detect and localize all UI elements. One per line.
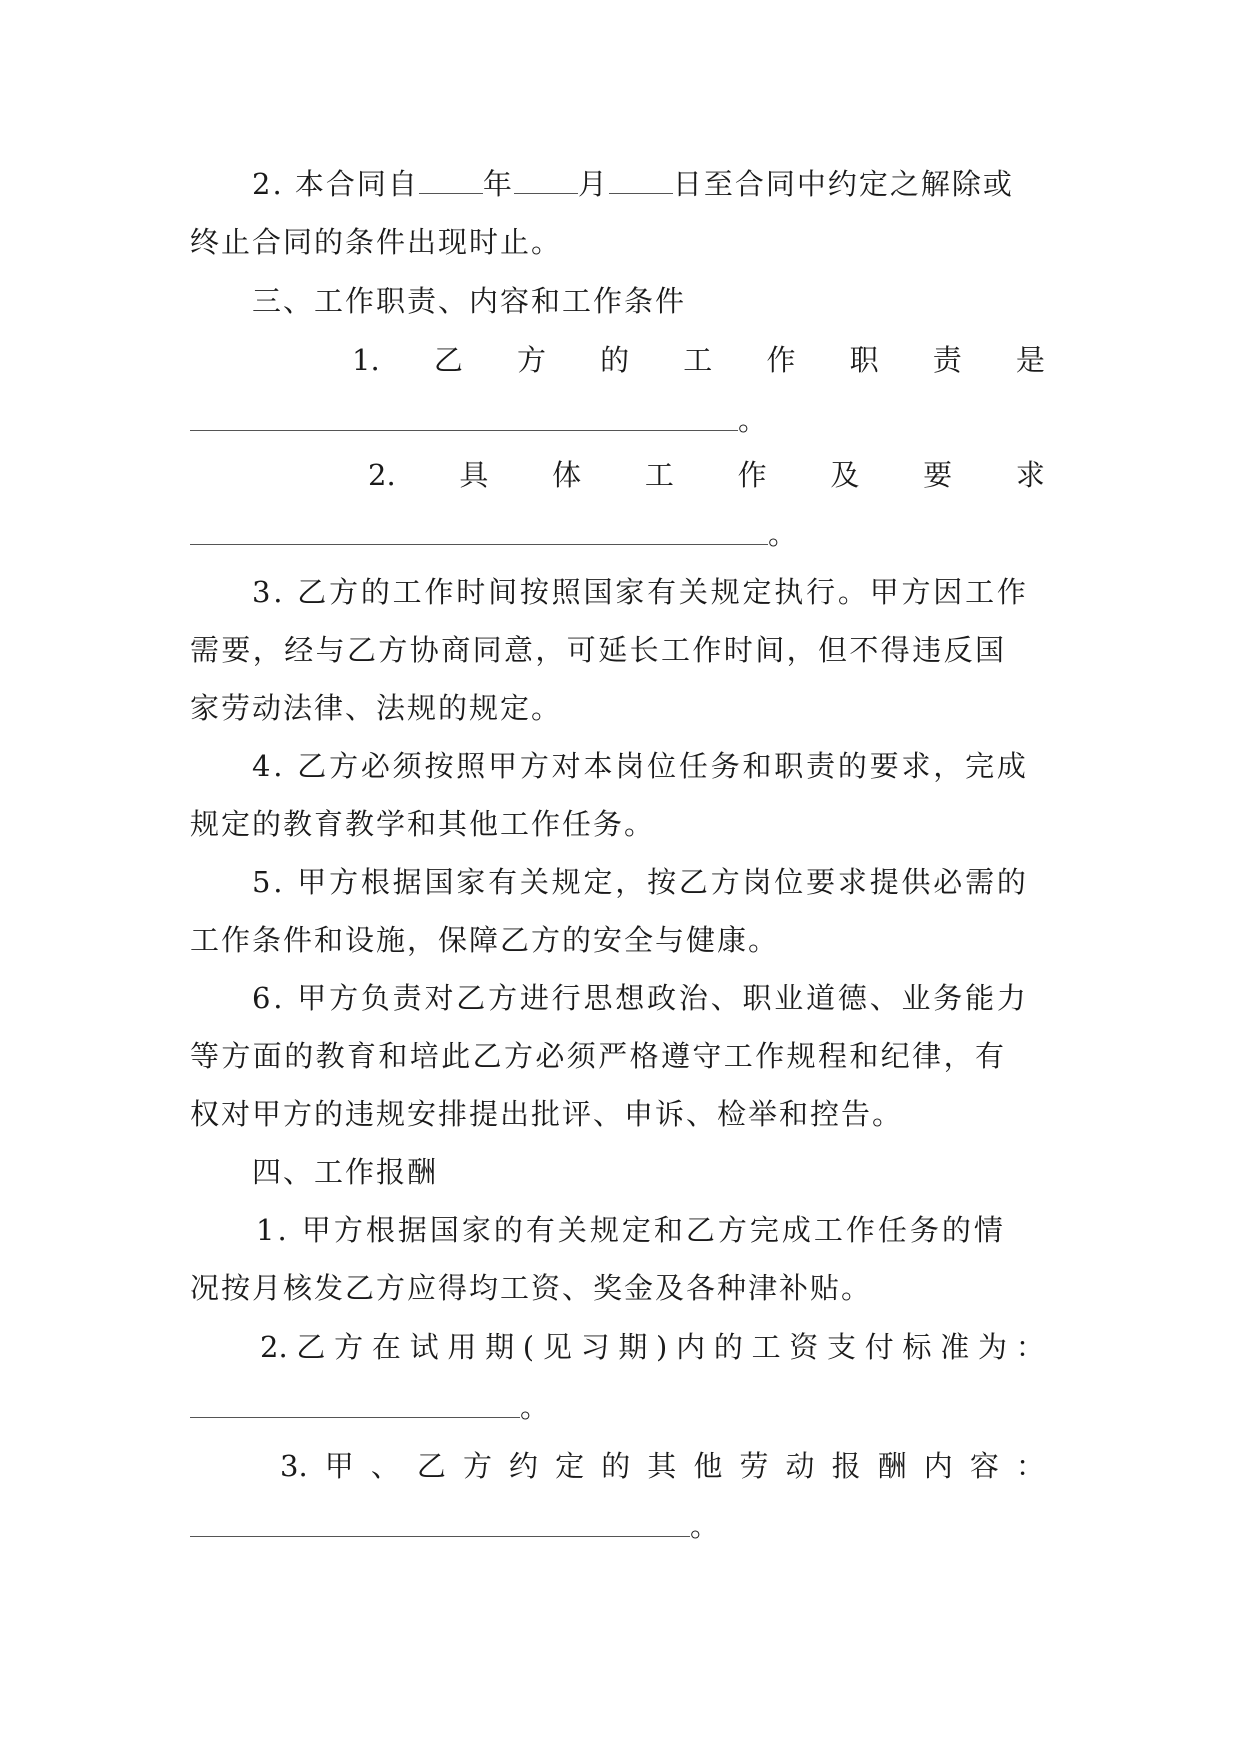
spread-char: 作 [766, 343, 796, 377]
spread-char: 体 [552, 458, 582, 492]
spread-char: 方 [334, 1330, 364, 1364]
line-end: 。 [520, 1390, 550, 1424]
section-heading: 四、工作报酬 [252, 1155, 439, 1189]
spread-char: 具 [459, 458, 489, 492]
paragraph-line: 工作条件和设施，保障乙方的安全与健康。 [190, 923, 780, 957]
line-end: 。 [768, 517, 798, 551]
paragraph-line: 6. 甲方负责对乙方进行思想政治、职业道德、业务能力 [252, 981, 1029, 1015]
spread-char: 乙 [433, 343, 463, 377]
spread-char: 习 [580, 1330, 610, 1364]
spread-char: 是 [1015, 343, 1045, 377]
other-pay-fill-line [190, 1506, 1045, 1546]
spread-char: 责 [932, 343, 962, 377]
day-blank [609, 165, 673, 194]
line-end: 。 [690, 1509, 720, 1543]
paragraph-line: 5. 甲方根据国家有关规定，按乙方岗位要求提供必需的 [252, 865, 1029, 899]
spread-char: 资 [789, 1330, 819, 1364]
spread-char: ： [1015, 1330, 1045, 1364]
spread-char: 乙 [416, 1449, 446, 1483]
probation-wage-line [260, 1327, 1045, 1367]
paragraph-line: 3. 乙方的工作时间按照国家有关规定执行。甲方因工作 [252, 575, 1029, 609]
requirement-blank [190, 543, 768, 545]
spread-char: 求 [1015, 458, 1045, 492]
paragraph-line: 等方面的教育和培此乙方必须严格遵守工作规程和纪律，有 [190, 1039, 1007, 1073]
year-blank [419, 165, 483, 194]
spread-char: 工 [683, 343, 713, 377]
spread-char: 甲 [324, 1449, 354, 1483]
paragraph-line: 需要，经与乙方协商同意，可延长工作时间，但不得违反国 [190, 633, 1007, 667]
spread-char: 内 [676, 1330, 706, 1364]
line-text: 日至合同中约定之解除或 [672, 167, 1014, 201]
spread-char: 1. [352, 343, 380, 377]
spread-char: ( [522, 1330, 535, 1364]
spread-char: 及 [830, 458, 860, 492]
spread-char: 为 [977, 1330, 1007, 1364]
spread-char: 报 [831, 1449, 861, 1483]
spread-char: 试 [409, 1330, 439, 1364]
paragraph-line: 规定的教育教学和其他工作任务。 [190, 807, 656, 841]
section-heading: 三、工作职责、内容和工作条件 [252, 284, 687, 318]
spread-char: 期 [485, 1330, 515, 1364]
spread-char: ) [656, 1330, 668, 1364]
spread-char: 容 [969, 1449, 999, 1483]
spread-char: 方 [516, 343, 546, 377]
spread-char: 的 [601, 1449, 631, 1483]
spread-char: 酬 [877, 1449, 907, 1483]
paragraph-line: 况按月核发乙方应得均工资、奖金及各种津补贴。 [190, 1271, 873, 1305]
duty-fill-line [190, 400, 1045, 440]
spread-char: 付 [864, 1330, 894, 1364]
spread-char: 他 [693, 1449, 723, 1483]
line-text: 年 [482, 167, 514, 201]
duty-blank [190, 429, 738, 431]
spread-char: 的 [600, 343, 630, 377]
spread-char: 、 [370, 1449, 400, 1483]
other-pay-blank [190, 1535, 690, 1537]
spread-char: 职 [849, 343, 879, 377]
spread-char: 要 [923, 458, 953, 492]
spread-char: 见 [542, 1330, 572, 1364]
spread-char: 内 [923, 1449, 953, 1483]
paragraph-line: 4. 乙方必须按照甲方对本岗位任务和职责的要求，完成 [252, 749, 1029, 783]
spread-char: 用 [447, 1330, 477, 1364]
term-start-line [252, 164, 1045, 204]
spread-char: 2. [260, 1330, 288, 1364]
spread-char: 的 [713, 1330, 743, 1364]
paragraph-line: 权对甲方的违规安排提出批评、申诉、检举和控告。 [190, 1097, 904, 1131]
requirement-line [368, 455, 1045, 495]
other-pay-line [280, 1446, 1045, 1486]
paragraph-line: 1. 甲方根据国家的有关规定和乙方完成工作任务的情 [256, 1213, 1006, 1247]
spread-char: 定 [555, 1449, 585, 1483]
spread-char: 期 [618, 1330, 648, 1364]
spread-char: 标 [902, 1330, 932, 1364]
spread-char: 动 [785, 1449, 815, 1483]
spread-char: 支 [827, 1330, 857, 1364]
spread-char: 3. [280, 1449, 308, 1483]
paragraph-line: 终止合同的条件出现时止。 [190, 225, 563, 259]
spread-char: 约 [509, 1449, 539, 1483]
spread-char: 乙 [296, 1330, 326, 1364]
spread-char: 劳 [739, 1449, 769, 1483]
line-text: 月 [577, 167, 609, 201]
spread-char: 方 [462, 1449, 492, 1483]
requirement-fill-line [190, 514, 1045, 554]
probation-wage-fill-line [190, 1387, 1045, 1427]
spread-char: 工 [751, 1330, 781, 1364]
probation-wage-blank [190, 1416, 520, 1418]
spread-char: 其 [647, 1449, 677, 1483]
spread-char: 工 [644, 458, 674, 492]
line-text: 2. 本合同自 [252, 167, 419, 201]
paragraph-line: 家劳动法律、法规的规定。 [190, 691, 563, 725]
month-blank [514, 165, 578, 194]
spread-char: 在 [371, 1330, 401, 1364]
spread-char: 准 [940, 1330, 970, 1364]
line-end: 。 [738, 403, 768, 437]
spread-char: 作 [737, 458, 767, 492]
spread-char: 2. [368, 458, 396, 492]
spread-char: ： [1015, 1449, 1045, 1483]
duty-line [352, 340, 1045, 380]
